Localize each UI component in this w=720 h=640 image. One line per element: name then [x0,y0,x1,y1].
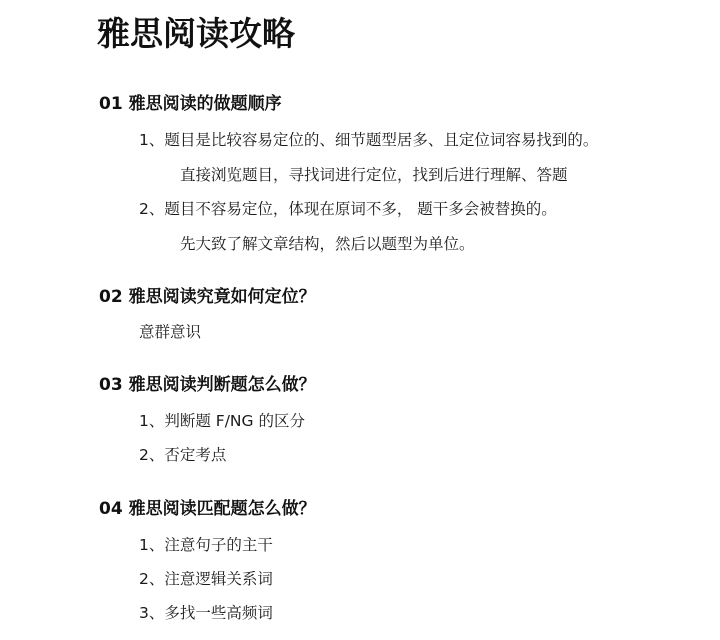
section-01-item-1-detail: 直接浏览题目，寻找词进行定位，找到后进行理解、答题 [180,166,568,184]
section-04-item-1: 1、注意句子的主干 [139,536,273,554]
section-02-item-1: 意群意识 [139,323,202,341]
section-heading-01: 01 雅思阅读的做题顺序 [99,94,282,114]
section-01-item-2: 2、题目不容易定位，体现在原词不多， 题干多会被替换的。 [139,200,557,218]
section-04-item-2: 2、注意逻辑关系词 [139,570,273,588]
section-01-item-1: 1、题目是比较容易定位的、细节题型居多、且定位词容易找到的。 [139,131,599,149]
section-heading-04: 04 雅思阅读匹配题怎么做？ [99,499,316,519]
section-03-item-2: 2、否定考点 [139,446,227,464]
page-title: 雅思阅读攻略 [97,14,295,53]
section-01-item-2-detail: 先大致了解文章结构，然后以题型为单位。 [180,235,475,253]
section-heading-03: 03 雅思阅读判断题怎么做？ [99,375,316,395]
section-03-item-1: 1、判断题 F/NG 的区分 [139,412,305,430]
section-04-item-3: 3、多找一些高频词 [139,604,273,622]
section-heading-02: 02 雅思阅读究竟如何定位？ [99,287,316,307]
